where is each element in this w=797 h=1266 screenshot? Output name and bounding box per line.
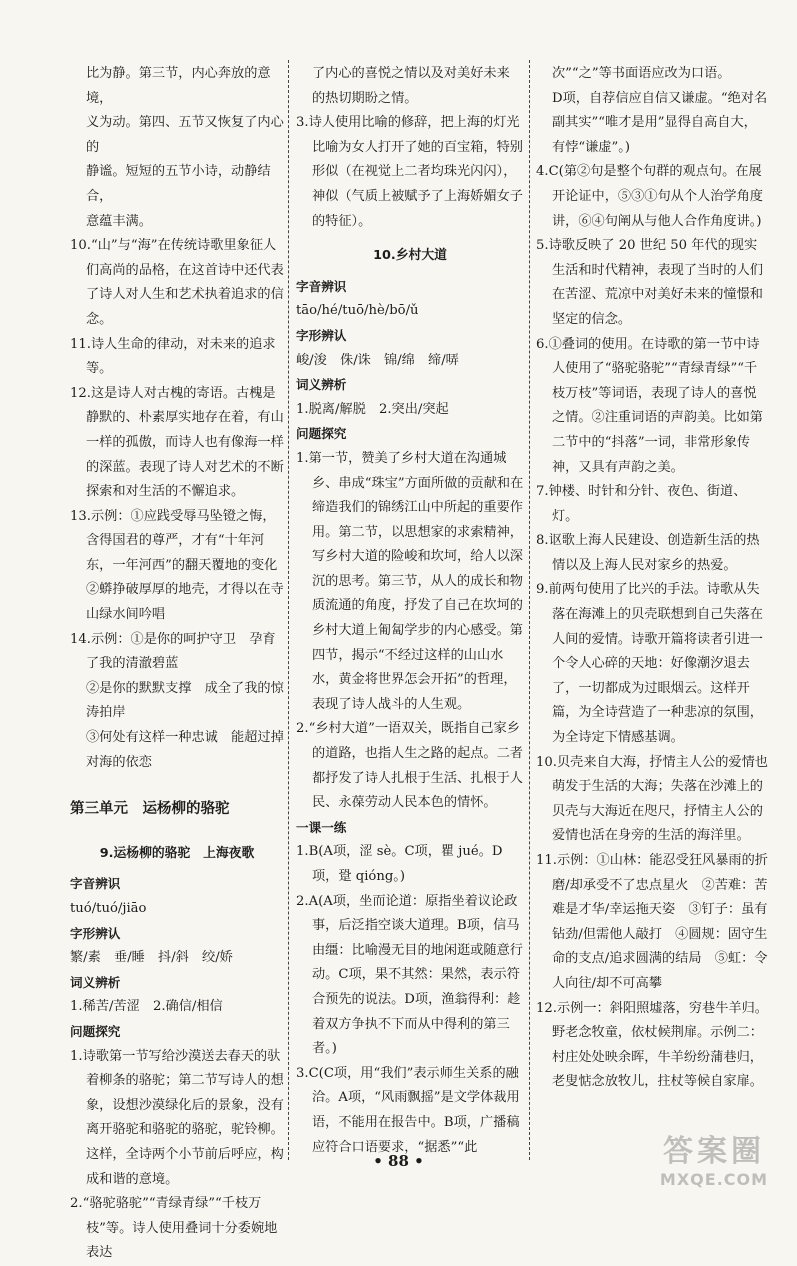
answer-item: ②是你的默默支撑 成全了我的惊涛拍岸 bbox=[86, 680, 284, 721]
text-line: 副其实”“唯才是用”显得自高自大， bbox=[552, 115, 757, 131]
pinyin-answer: tuó/tuó/jiāo bbox=[70, 901, 147, 916]
answer-item: 13.示例：①应践受辱马坠镫之悔，含得国君的尊严，才有“十年河东，一年河西”的翻天覆地的变化 ②蟒挣破厚厚的地壳，才得以在寺山绿水间吟唱 bbox=[70, 508, 291, 623]
unit-title: 第三单元 运杨柳的骆驼 bbox=[70, 801, 230, 818]
section-heading: 词义辨析 bbox=[70, 974, 121, 990]
answer-item: 10.“山”与“海”在传统诗歌里象征人们高尚的品格，在这首诗中还代表了诗人对人生和艺术执着追求的信念。 bbox=[70, 238, 284, 327]
chars-answer: 峻/浚 侏/诛 锦/绵 缔/哢 bbox=[296, 352, 459, 368]
lesson-title: 10.乡村大道 bbox=[373, 248, 447, 264]
section-heading: 字形辨认 bbox=[296, 327, 347, 343]
answer-item: 11.示例：①山林：能忍受狂风暴雨的折磨/却承受不了忠点星火 ②苦难：苦难是才华/幸运拖天姿 ③钉子：虽有钻劲/但需他人敲打 ④圆规：固守生命的支点/追求圆满的结局 ⑤虹：令人向往/却不可高攀 bbox=[536, 853, 768, 991]
answer-item: 14.示例：①是你的呵护守卫 孕育了我的清澈碧蓝 bbox=[70, 631, 276, 672]
meaning-answer: 1.稀苦/苦涩 2.确信/相信 bbox=[70, 999, 223, 1015]
answer-item: 2.A(A项，坐而论道：原指坐着议论政事，后泛指空谈大道理。B项，信马由缰：比喻漫无目的地闲逛或随意行动。C项，果不其然：果然，表示符合预先的说法。D项，渔翁得利：趁着双方争执不下而从中得利的第三者。) bbox=[296, 893, 523, 1057]
pinyin-answer: tāo/hé/tuō/hè/bō/ǔ bbox=[296, 303, 419, 319]
section-heading: 词义辨析 bbox=[296, 377, 347, 393]
answer-item: 1.B(A项，涩 sè。C项，瞿 jué。D项，跫 qióng。) bbox=[296, 844, 503, 884]
lesson-title: 9.运杨柳的骆驼 上海夜歌 bbox=[99, 845, 255, 861]
answer-item: 2.“骆驼骆驼”“青绿青绿”“千枝万枝”等。诗人使用叠词十分委婉地表达 bbox=[70, 1196, 278, 1261]
text-line: 比为静。第三节，内心奔放的意境， bbox=[86, 66, 271, 106]
column-left bbox=[70, 62, 291, 1261]
answer-item: 6.①叠词的使用。在诗歌的第一节中诗人使用了“骆驼骆驼”“青绿青绿”“千枝万枝”等词语，表现了诗人的喜悦之情。②注重词语的声韵美。比如第二节中的“抖落”一词，非常形象传神，又具有声韵之美。 bbox=[536, 336, 763, 475]
answer-item: 1.诗歌第一节写给沙漠送去春天的驮着柳条的骆驼；第二节写诗人的想象，设想沙漠绿化后的景象，没有离开骆驼和骆驼的骆驼，驼铃柳。这样，全诗两个小节前后呼应，构成和谐的意境。 bbox=[70, 1048, 284, 1187]
answer-item: 2.“乡村大道”一语双关，既指自己家乡的道路，也指人生之路的起点。二者都抒发了诗人扎根于生活、扎根于人民、永葆劳动人民本色的情怀。 bbox=[296, 721, 523, 811]
answer-item: 3.C(C项，用“我们”表示师生关系的融洽。A项，“风雨飘摇”是文学体裁用语，不能用在报告中。B项，广播稿应符合口语要求，“据悉”“此 bbox=[296, 1065, 520, 1155]
text-line: 的热切期盼之情。 bbox=[312, 90, 418, 106]
answer-item: 12.示例一：斜阳照墟落，穷巷牛羊归。野老念牧童，依杖候荆扉。示例二：村庄处处映余晖，牛羊纷纷蒲巷归，老叟惦念放牧儿，拄杖等候自家扉。 bbox=[536, 1000, 768, 1090]
answer-item: ③何处有这样一种忠诚 能超过掉对海的依恋 bbox=[86, 730, 284, 770]
section-heading: 问题探究 bbox=[296, 426, 347, 442]
watermark-logo-text: 答案圈 bbox=[663, 1134, 765, 1169]
text-line: 意蕴丰满。 bbox=[86, 213, 152, 229]
section-heading: 一课一练 bbox=[296, 819, 347, 835]
section-heading: 问题探究 bbox=[70, 1023, 121, 1039]
answer-item: 1.第一节，赞美了乡村大道在沟通城乡、串成“珠宝”方面所做的贡献和在缔造我们的锦绣江山中所起的重要作用。第二节，以思想家的求索精神，写乡村大道的险峻和坎坷，给人以深沉的思考。第三节，从人的成长和物质流通的角度，抒发了自己在坎坷的乡村大道上匍匐学步的内心感受。第四节，揭示“不经过这样的山山水水，黄金将世界怎会开拓”的哲理，表现了诗人战斗的人生观。 bbox=[296, 450, 524, 712]
answer-item: 11.诗人生命的律动，对未来的追求等。 bbox=[70, 336, 276, 377]
answer-item: 9.前两句使用了比兴的手法。诗歌从失落在海滩上的贝壳联想到自己失落在人间的爱情。诗歌开篇将读者引进一个令人心碎的天地：好像潮汐退去了，一切都成为过眼烟云。这样开篇，为全诗营造了一种悲凉的氛围，为全诗定下情感基调。 bbox=[536, 582, 763, 746]
answer-item: 8.讴歌上海人民建设、创造新生活的热情以及上海人民对家乡的热爱。 bbox=[536, 533, 760, 573]
column-divider bbox=[288, 60, 289, 1160]
text-line: 次”“之”等书面语应改为口语。 bbox=[552, 66, 731, 81]
text-line: 静谧。短短的五节小诗，动静结合， bbox=[86, 164, 271, 204]
section-heading: 字音辨识 bbox=[70, 876, 121, 892]
page-number: • 88 • bbox=[373, 1152, 424, 1170]
column-divider bbox=[529, 60, 530, 1160]
text-line: 有悖“谦虚”。) bbox=[552, 139, 630, 155]
column-middle bbox=[296, 62, 524, 1162]
answer-item: 7.钟楼、时针和分针、夜色、街道、灯。 bbox=[536, 484, 747, 524]
section-heading: 字音辨识 bbox=[296, 278, 347, 294]
section-heading: 字形辨认 bbox=[70, 925, 121, 941]
watermark-logo bbox=[639, 1126, 789, 1190]
chars-answer: 繁/素 垂/睡 抖/斜 绞/娇 bbox=[70, 950, 233, 966]
meaning-answer: 1.脱离/解脱 2.突出/突起 bbox=[296, 401, 449, 417]
answer-item: 12.这是诗人对古槐的寄语。古槐是静默的、朴素厚实地存在着，有山一样的孤傲，而诗人也有像海一样的深蓝。表现了诗人对艺术的不断探索和对生活的不懈追求。 bbox=[70, 385, 284, 500]
answer-item: 4.C(第②句是整个句群的观点句。在展开论证中，⑤③①句从个人治学角度讲，⑥④句阐从与他人合作角度讲。) bbox=[536, 164, 763, 229]
answer-item: 3.诗人使用比喻的修辞，把上海的灯光比喻为女人打开了她的百宝箱，特别形似（在视觉上二者均珠光闪闪），神似（气质上被赋予了上海娇媚女子的特征）。 bbox=[296, 115, 523, 229]
column-right bbox=[536, 62, 768, 1162]
text-line: D项，自荐信应自信又谦虚。“绝对名 bbox=[552, 90, 768, 106]
text-line: 义为动。第四、五节又恢复了内心的 bbox=[86, 115, 284, 155]
text-line: 了内心的喜悦之情以及对美好未来 bbox=[312, 66, 510, 81]
answer-item: 5.诗歌反映了 20 世纪 50 年代的现实生活和时代精神，表现了当时的人们在苦涩、荒凉中对美好未来的憧憬和坚定的信念。 bbox=[536, 238, 763, 327]
watermark-url: MXQE.COM bbox=[659, 1170, 769, 1189]
answer-item: 10.贝壳来自大海，抒情主人公的爱情也萌发于生活的大海；失落在沙滩上的贝壳与大海近在咫尺，抒情主人公的爱情也活在身旁的生活的海洋里。 bbox=[536, 754, 768, 844]
